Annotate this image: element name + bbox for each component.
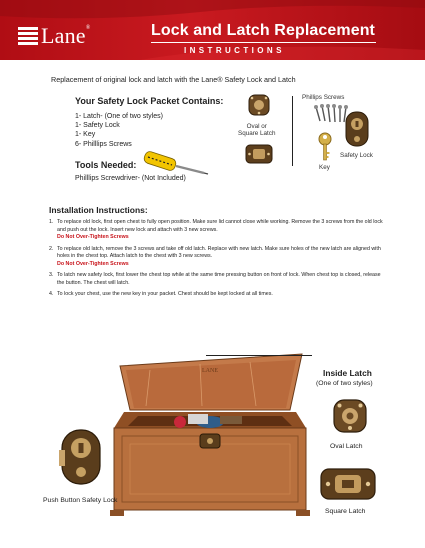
logo-text: Lane® bbox=[41, 23, 91, 48]
cedar-chest-illustration bbox=[110, 348, 310, 516]
oval-or-square-label: Oval or Square Latch bbox=[238, 123, 276, 138]
push-button-lock-caption: Push Button Safety Lock bbox=[43, 497, 118, 504]
square-latch-icon bbox=[318, 465, 378, 503]
key-icon bbox=[318, 132, 332, 162]
latch-pointer-line bbox=[206, 355, 312, 356]
inside-latch-title: Inside Latch bbox=[323, 368, 372, 378]
warning-text: Do Not Over-Tighten Screws bbox=[57, 260, 129, 267]
list-item: 2. To replace old latch, remove the 3 screws and take off old latch. Replace with new latch. Make sure holes of the new latch are aligned with holes in the chest top. Attach latch to the chest with 3 new screws. Do Not Over-Tighten Screws bbox=[49, 246, 389, 269]
installation-heading: Installation Instructions: bbox=[49, 205, 148, 215]
header-banner bbox=[0, 0, 425, 60]
square-latch-icon bbox=[244, 142, 274, 166]
page-title: Lock and Latch Replacement bbox=[151, 22, 375, 39]
lane-logo-icon bbox=[18, 27, 38, 45]
list-item: 6- Philllips Screws bbox=[75, 140, 132, 148]
intro-text: Replacement of original lock and latch with the Lane® Safety Lock and Latch bbox=[51, 75, 296, 84]
oval-latch-caption: Oval Latch bbox=[330, 443, 363, 450]
packet-list bbox=[75, 112, 163, 149]
key-label: Key bbox=[319, 164, 330, 171]
list-item: 1- Safety Lock bbox=[75, 122, 120, 130]
list-item: 3. To latch new safety lock, first lower the chest top while at the same time pressing button on front of lock. When chest top is closed, release the button. The chest will latch. bbox=[49, 272, 381, 286]
square-latch-caption: Square Latch bbox=[325, 508, 366, 515]
lane-logo bbox=[18, 25, 91, 47]
tools-text: Philllips Screwdriver- (Not Included) bbox=[75, 175, 186, 182]
inside-latch-subtitle: (One of two styles) bbox=[316, 380, 373, 387]
packet-heading: Your Safety Lock Packet Contains: bbox=[75, 96, 224, 106]
list-item: 1. To replace old lock, first open chest to fully open position. Make sure lid cannot close while working. Remove the 3 screws from the old lock and push out the lock. Insert new lock and attach with 3 new screws. Do Not Over-Tighten Screws bbox=[49, 219, 389, 242]
installation-steps bbox=[49, 219, 389, 303]
tools-heading: Tools Needed: bbox=[75, 160, 137, 170]
list-item: 1- Key bbox=[75, 131, 96, 139]
parts-divider bbox=[292, 96, 293, 166]
phillips-screws-label: Phillips Screws bbox=[302, 94, 345, 101]
safety-lock-label: Safety Lock bbox=[340, 152, 373, 159]
list-item: 1- Latch- (One of two styles) bbox=[75, 113, 163, 120]
safety-lock-icon bbox=[57, 428, 105, 488]
safety-lock-icon bbox=[343, 110, 371, 150]
chest-brand-text: LANE bbox=[202, 368, 218, 374]
list-item: 4. To lock your chest, use the new key in your packet. Chest should be kept locked at all times. bbox=[49, 291, 273, 298]
screwdriver-icon bbox=[142, 151, 210, 175]
warning-text: Do Not Over-Tighten Screws bbox=[57, 234, 129, 241]
oval-latch-icon bbox=[246, 92, 272, 118]
oval-latch-icon bbox=[331, 397, 369, 435]
title-divider bbox=[151, 42, 376, 43]
page-subtitle: INSTRUCTIONS bbox=[184, 46, 285, 55]
